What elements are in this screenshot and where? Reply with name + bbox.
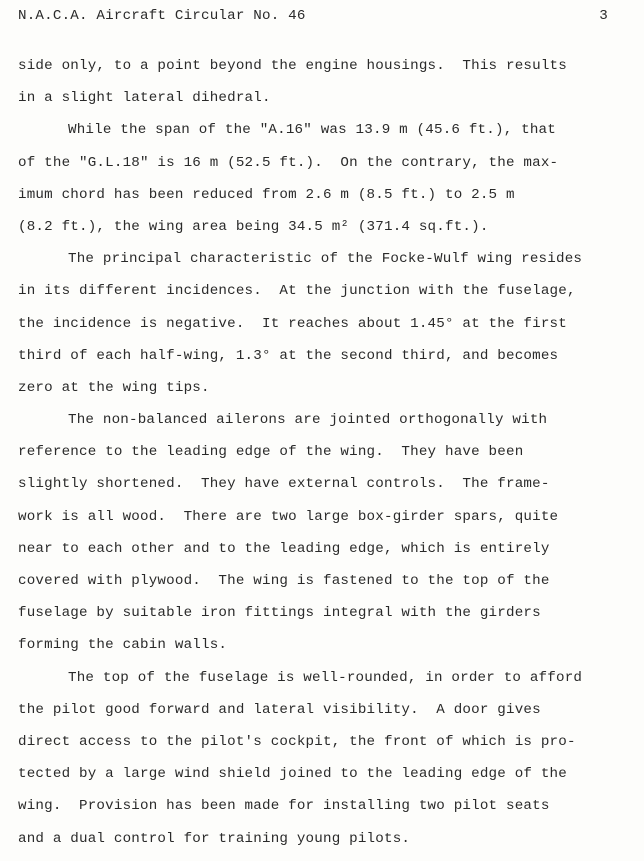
text-line: and a dual control for training young pilots. <box>18 830 411 847</box>
text-line: the incidence is negative. It reaches about 1.45° at the first <box>18 315 567 332</box>
text-line: near to each other and to the leading edge, which is entirely <box>18 540 550 557</box>
text-line: the pilot good forward and lateral visibility. A door gives <box>18 701 541 718</box>
text-line: work is all wood. There are two large box-girder spars, quite <box>18 508 559 525</box>
text-line: of the "G.L.18" is 16 m (52.5 ft.). On the contrary, the max- <box>18 154 559 171</box>
page-number: 3 <box>599 8 608 24</box>
text-line: While the span of the "A.16" was 13.9 m (45.6 ft.), that <box>68 122 556 139</box>
text-line: direct access to the pilot's cockpit, the front of which is pro- <box>18 733 576 750</box>
text-line: in its different incidences. At the junction with the fuselage, <box>18 283 576 300</box>
text-line: The principal characteristic of the Focke-Wulf wing resides <box>68 251 583 268</box>
text-line: slightly shortened. They have external controls. The frame- <box>18 476 550 493</box>
text-line: (8.2 ft.), the wing area being 34.5 m² (371.4 sq.ft.). <box>18 218 489 235</box>
text-line: The top of the fuselage is well-rounded, in order to afford <box>68 669 583 686</box>
body-text <box>18 56 630 861</box>
text-line: tected by a large wind shield joined to the leading edge of the <box>18 766 567 783</box>
text-line: zero at the wing tips. <box>18 379 210 396</box>
text-line: side only, to a point beyond the engine housings. This results <box>18 58 567 74</box>
circular-title: N.A.C.A. Aircraft Circular No. 46 <box>18 8 306 24</box>
text-line: reference to the leading edge of the wing. They have been <box>18 444 524 461</box>
text-line: covered with plywood. The wing is fastened to the top of the <box>18 573 550 589</box>
page-header <box>18 8 608 28</box>
text-line: third of each half-wing, 1.3° at the second third, and becomes <box>18 347 559 364</box>
text-line: imum chord has been reduced from 2.6 m (8.5 ft.) to 2.5 m <box>18 186 515 203</box>
text-line: fuselage by suitable iron fittings integral with the girders <box>18 605 541 622</box>
text-line: forming the cabin walls. <box>18 637 228 654</box>
text-line: The non-balanced ailerons are jointed orthogonally with <box>68 412 548 429</box>
text-line: wing. Provision has been made for installing two pilot seats <box>18 798 550 815</box>
text-line: in a slight lateral dihedral. <box>18 90 271 107</box>
